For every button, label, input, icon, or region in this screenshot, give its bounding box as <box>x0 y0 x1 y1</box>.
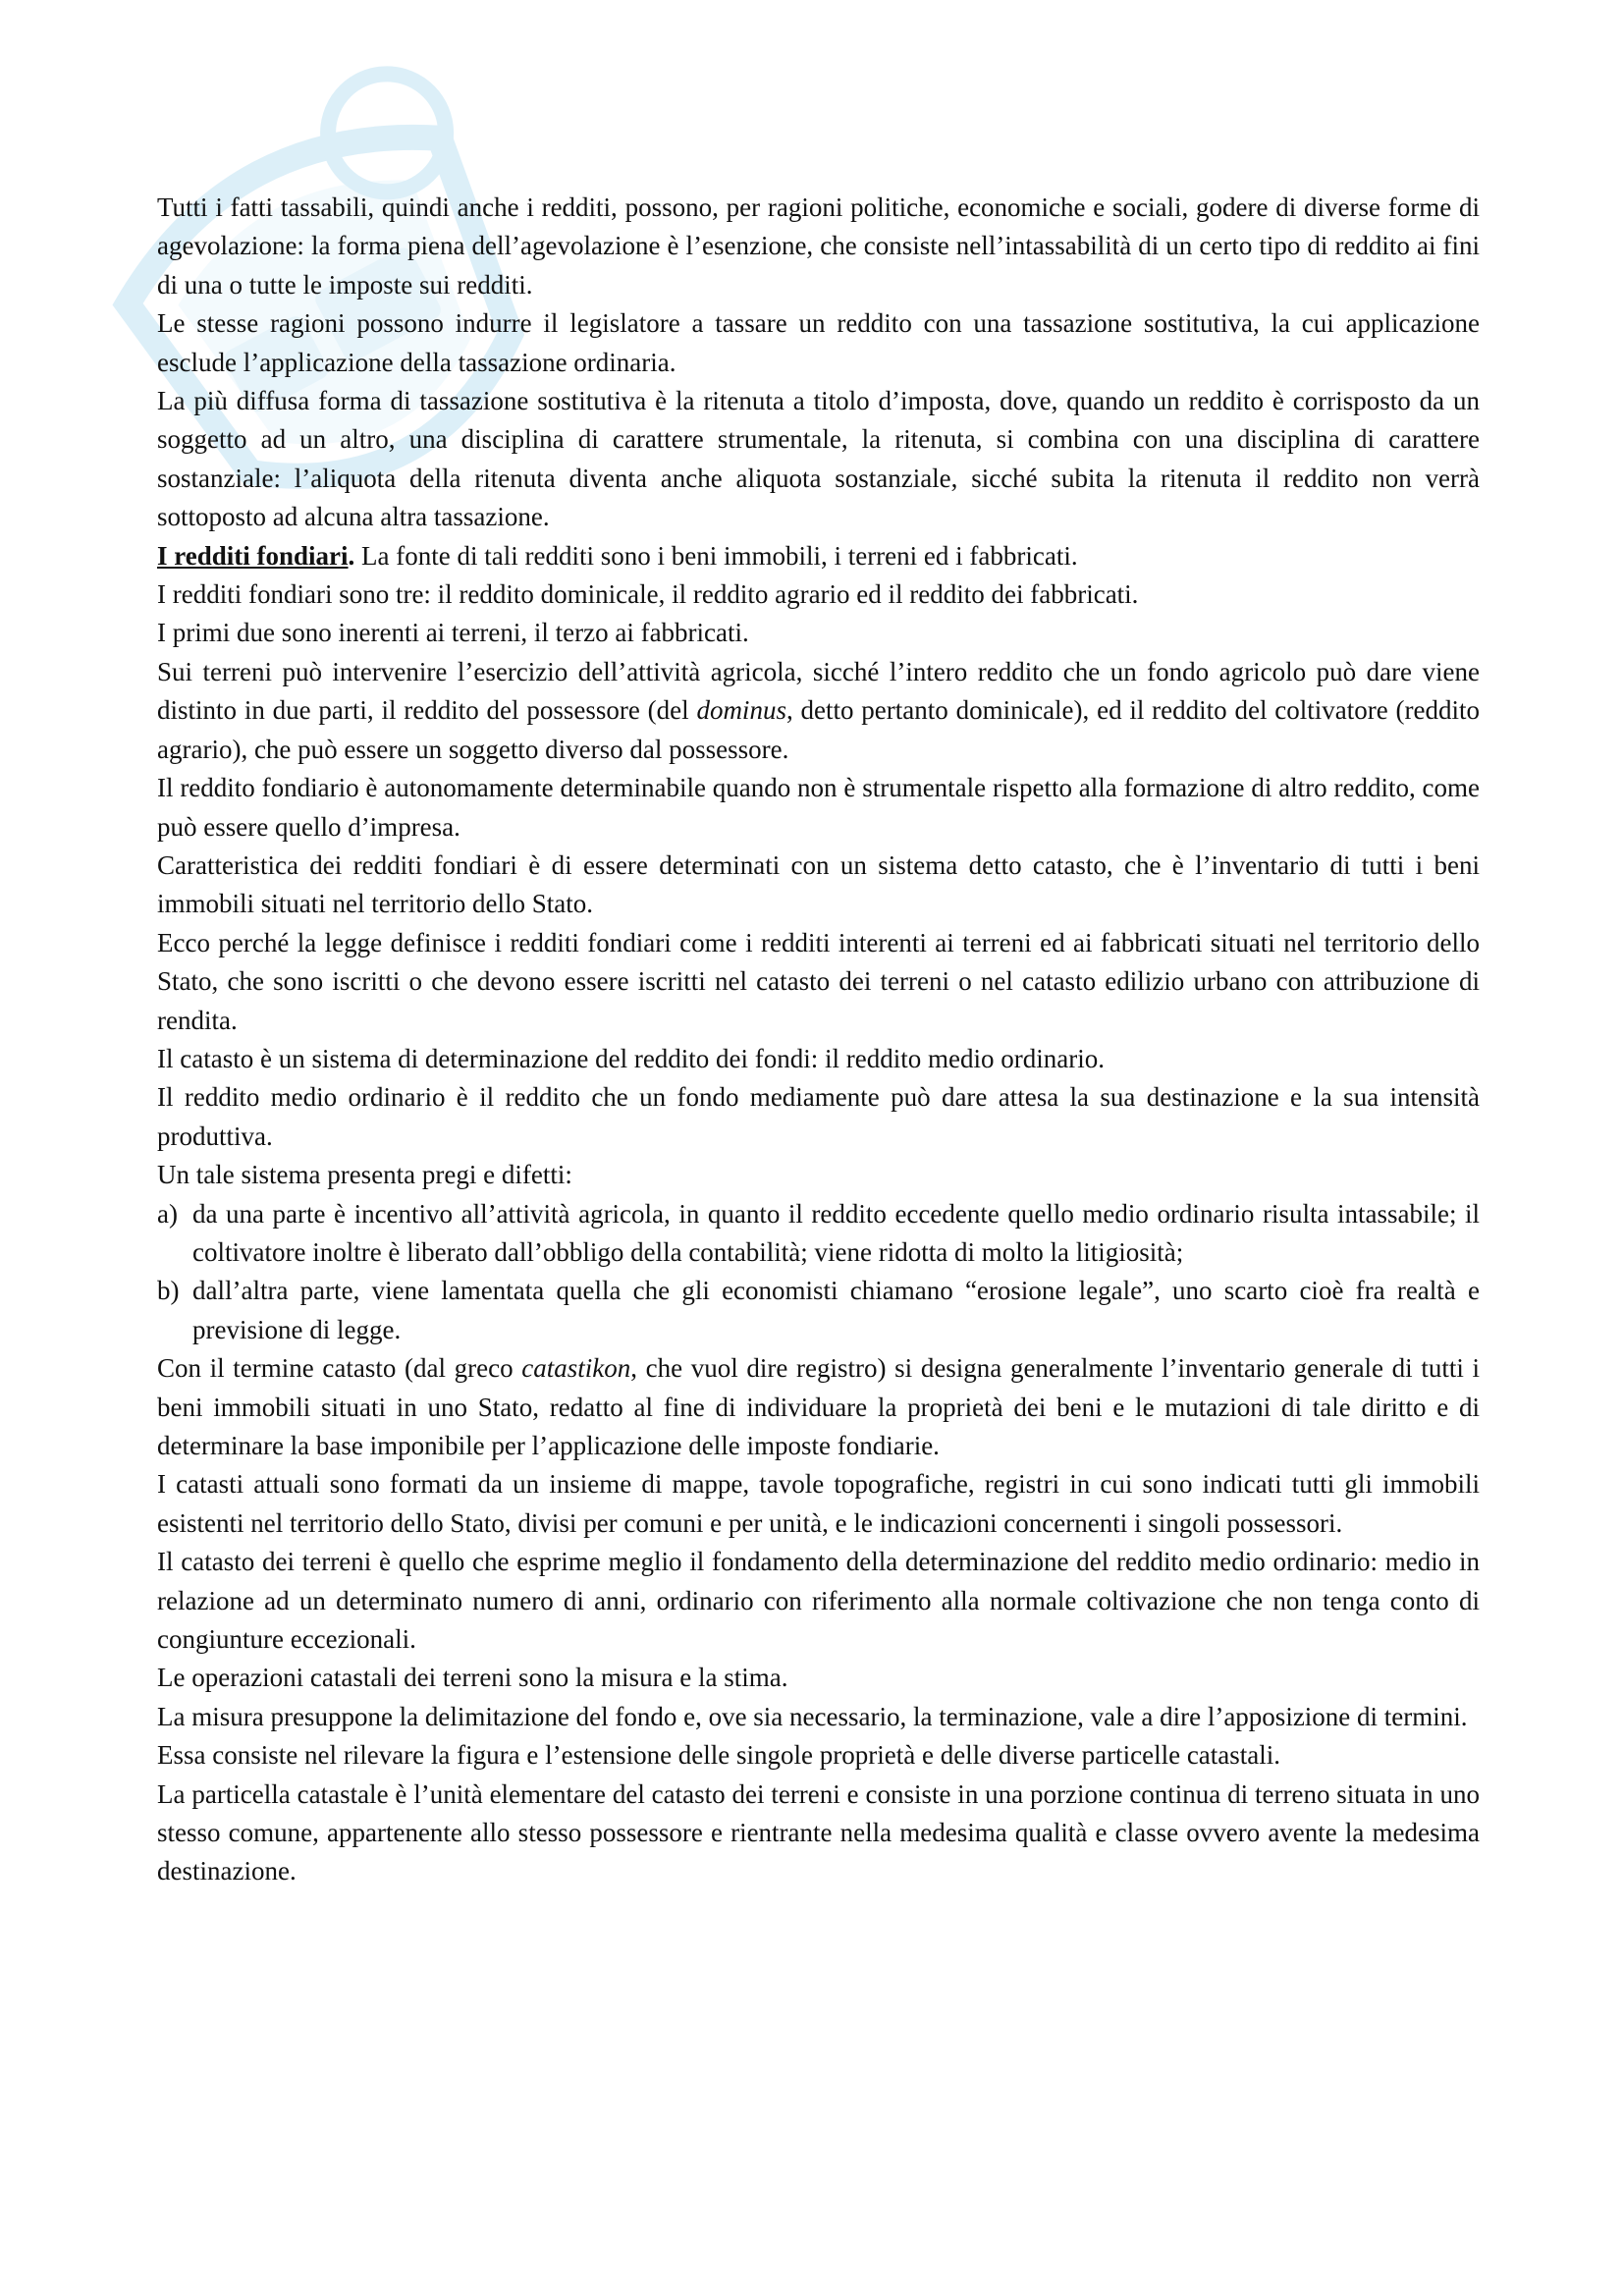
paragraph-attivita-agricola <box>157 653 1480 769</box>
paragraph-autonomamente-determinabile: Il reddito fondiario è autonomamente determinabile quando non è strumentale rispetto alla formazione di altro reddito, come può essere quello d’impresa. <box>157 773 1480 842</box>
paragraph-primi-due: I primi due sono inerenti ai terreni, il terzo ai fabbricati. <box>157 618 749 648</box>
list-label-a: a) <box>157 1198 178 1229</box>
list-text-b: dall’altra parte, viene lamentata quella che gli economisti chiamano “erosione legale”, uno scarto cioè fra realtà e previsione di legge. <box>192 1276 1480 1344</box>
section-heading-period: . <box>348 540 355 571</box>
paragraph-definizione-legge: Ecco perché la legge definisce i redditi fondiari come i redditi interenti ai terreni ed ai fabbricati situati nel territorio dello Stato, che sono iscritti o che devono essere iscritti nel catasto dei terreni o nel catasto edilizio urbano con attribuzione di rendita. <box>157 927 1480 1035</box>
paragraph-attivita-agricola-part-a: Sui terreni può intervenire l’esercizio dell’attività agricola, sicché l’intero reddito che un fondo agricolo può dare viene distinto in due parti, il reddito del possessore (del <box>157 656 1480 726</box>
list-label-b: b) <box>157 1276 180 1306</box>
paragraph-catasti-attuali: I catasti attuali sono formati da un insieme di mappe, tavole topografiche, registri in cui sono indicati tutti gli immobili esistenti nel territorio dello Stato, divisi per comuni e per unità, e le indicazioni concernenti i singoli possessori. <box>157 1469 1480 1538</box>
paragraph-termine-catasto-part-a: Con il termine catasto (dal greco <box>157 1353 522 1384</box>
paragraph-agevolazioni: Tutti i fatti tassabili, quindi anche i redditi, possono, per ragioni politiche, economiche e sociali, godere di diverse forme di agevolazione: la forma piena dell’agevolazione è l’esenzione, che consiste nell’intassabilità di un certo tipo di reddito ai fini di una o tutte le imposte sui redditi. <box>157 192 1480 300</box>
paragraph-particella-catastale: La particella catastale è l’unità elementare del catasto dei terreni e consiste in una porzione continua di terreno situata in uno stesso comune, appartenente allo stesso possessore e rientrante nella medesima qualità e classe ovvero avente la medesima destinazione. <box>157 1778 1480 1886</box>
term-dominus: dominus <box>696 695 786 726</box>
paragraph-tassazione-sostitutiva: Le stesse ragioni possono indurre il legislatore a tassare un reddito con una tassazione sostitutiva, la cui applicazione esclude l’applicazione della tassazione ordinaria. <box>157 308 1480 377</box>
paragraph-tre-redditi: I redditi fondiari sono tre: il reddito dominicale, il reddito agrario ed il reddito dei fabbricati. <box>157 579 1139 610</box>
paragraph-ritenuta: La più diffusa forma di tassazione sostitutiva è la ritenuta a titolo d’imposta, dove, quando un reddito è corrisposto da un soggetto ad un altro, una disciplina di carattere strumentale, la ritenuta, si combina con una disciplina di carattere sostanziale: l’aliquota della ritenuta diventa anche aliquota sostanziale, sicché subita la ritenuta il reddito non verrà sottoposto ad alcuna altra tassazione. <box>157 386 1480 532</box>
list-item-a <box>157 1195 1480 1273</box>
paragraph-attivita-agricola-part-b: , detto pertanto dominicale), ed il reddito del coltivatore (reddito agrario), che può essere un soggetto diverso dal possessore. <box>157 695 1480 764</box>
paragraph-catasto-sistema: Il catasto è un sistema di determinazione del reddito dei fondi: il reddito medio ordinario. <box>157 1043 1105 1073</box>
section-heading-redditi-fondiari: I redditi fondiari <box>157 540 349 571</box>
list-text-a: da una parte è incentivo all’attività agricola, in quanto il reddito eccedente quello medio ordinario risulta intassabile; il coltivatore inoltre è liberato dall’obbligo della contabilità; viene ridotta di molto la litigiosità; <box>192 1198 1480 1267</box>
paragraph-redditi-fondiari-intro <box>157 537 1480 575</box>
paragraph-termine-catasto-part-b: , che vuol dire registro) si designa generalmente l’inventario generale di tutti i beni immobili situati in uno Stato, redatto al fine di individuare la proprietà dei beni e le mutazioni di tale diritto e di determinare la base imponibile per l’applicazione delle imposte fondiarie. <box>157 1353 1480 1460</box>
paragraph-reddito-medio-ordinario: Il reddito medio ordinario è il reddito che un fondo mediamente può dare attesa la sua destinazione e la sua intensità produttiva. <box>157 1082 1480 1151</box>
paragraph-misura: La misura presuppone la delimitazione del fondo e, ove sia necessario, la terminazione, vale a dire l’apposizione di termini. <box>157 1701 1468 1731</box>
paragraph-operazioni-catastali: Le operazioni catastali dei terreni sono la misura e la stima. <box>157 1663 788 1693</box>
paragraph-catasto-terreni: Il catasto dei terreni è quello che esprime meglio il fondamento della determinazione del reddito medio ordinario: medio in relazione ad un determinato numero di anni, ordinario con riferimento alla normale coltivazione che non tenga conto di congiunture eccezionali. <box>157 1547 1480 1655</box>
paragraph-redditi-fondiari-rest: La fonte di tali redditi sono i beni immobili, i terreni ed i fabbricati. <box>354 540 1078 571</box>
paragraph-caratteristica-catasto: Caratteristica dei redditi fondiari è di essere determinati con un sistema detto catasto, che è l’inventario di tutti i beni immobili situati nel territorio dello Stato. <box>157 849 1480 919</box>
paragraph-pregi-difetti: Un tale sistema presenta pregi e difetti: <box>157 1160 572 1190</box>
document-body <box>157 189 1480 1891</box>
list-item-b <box>157 1272 1480 1349</box>
term-catastikon: catastikon <box>521 1353 631 1384</box>
paragraph-rilevare-figura: Essa consiste nel rilevare la figura e l’estensione delle singole proprietà e delle diverse particelle catastali. <box>157 1740 1281 1771</box>
paragraph-termine-catasto <box>157 1349 1480 1465</box>
